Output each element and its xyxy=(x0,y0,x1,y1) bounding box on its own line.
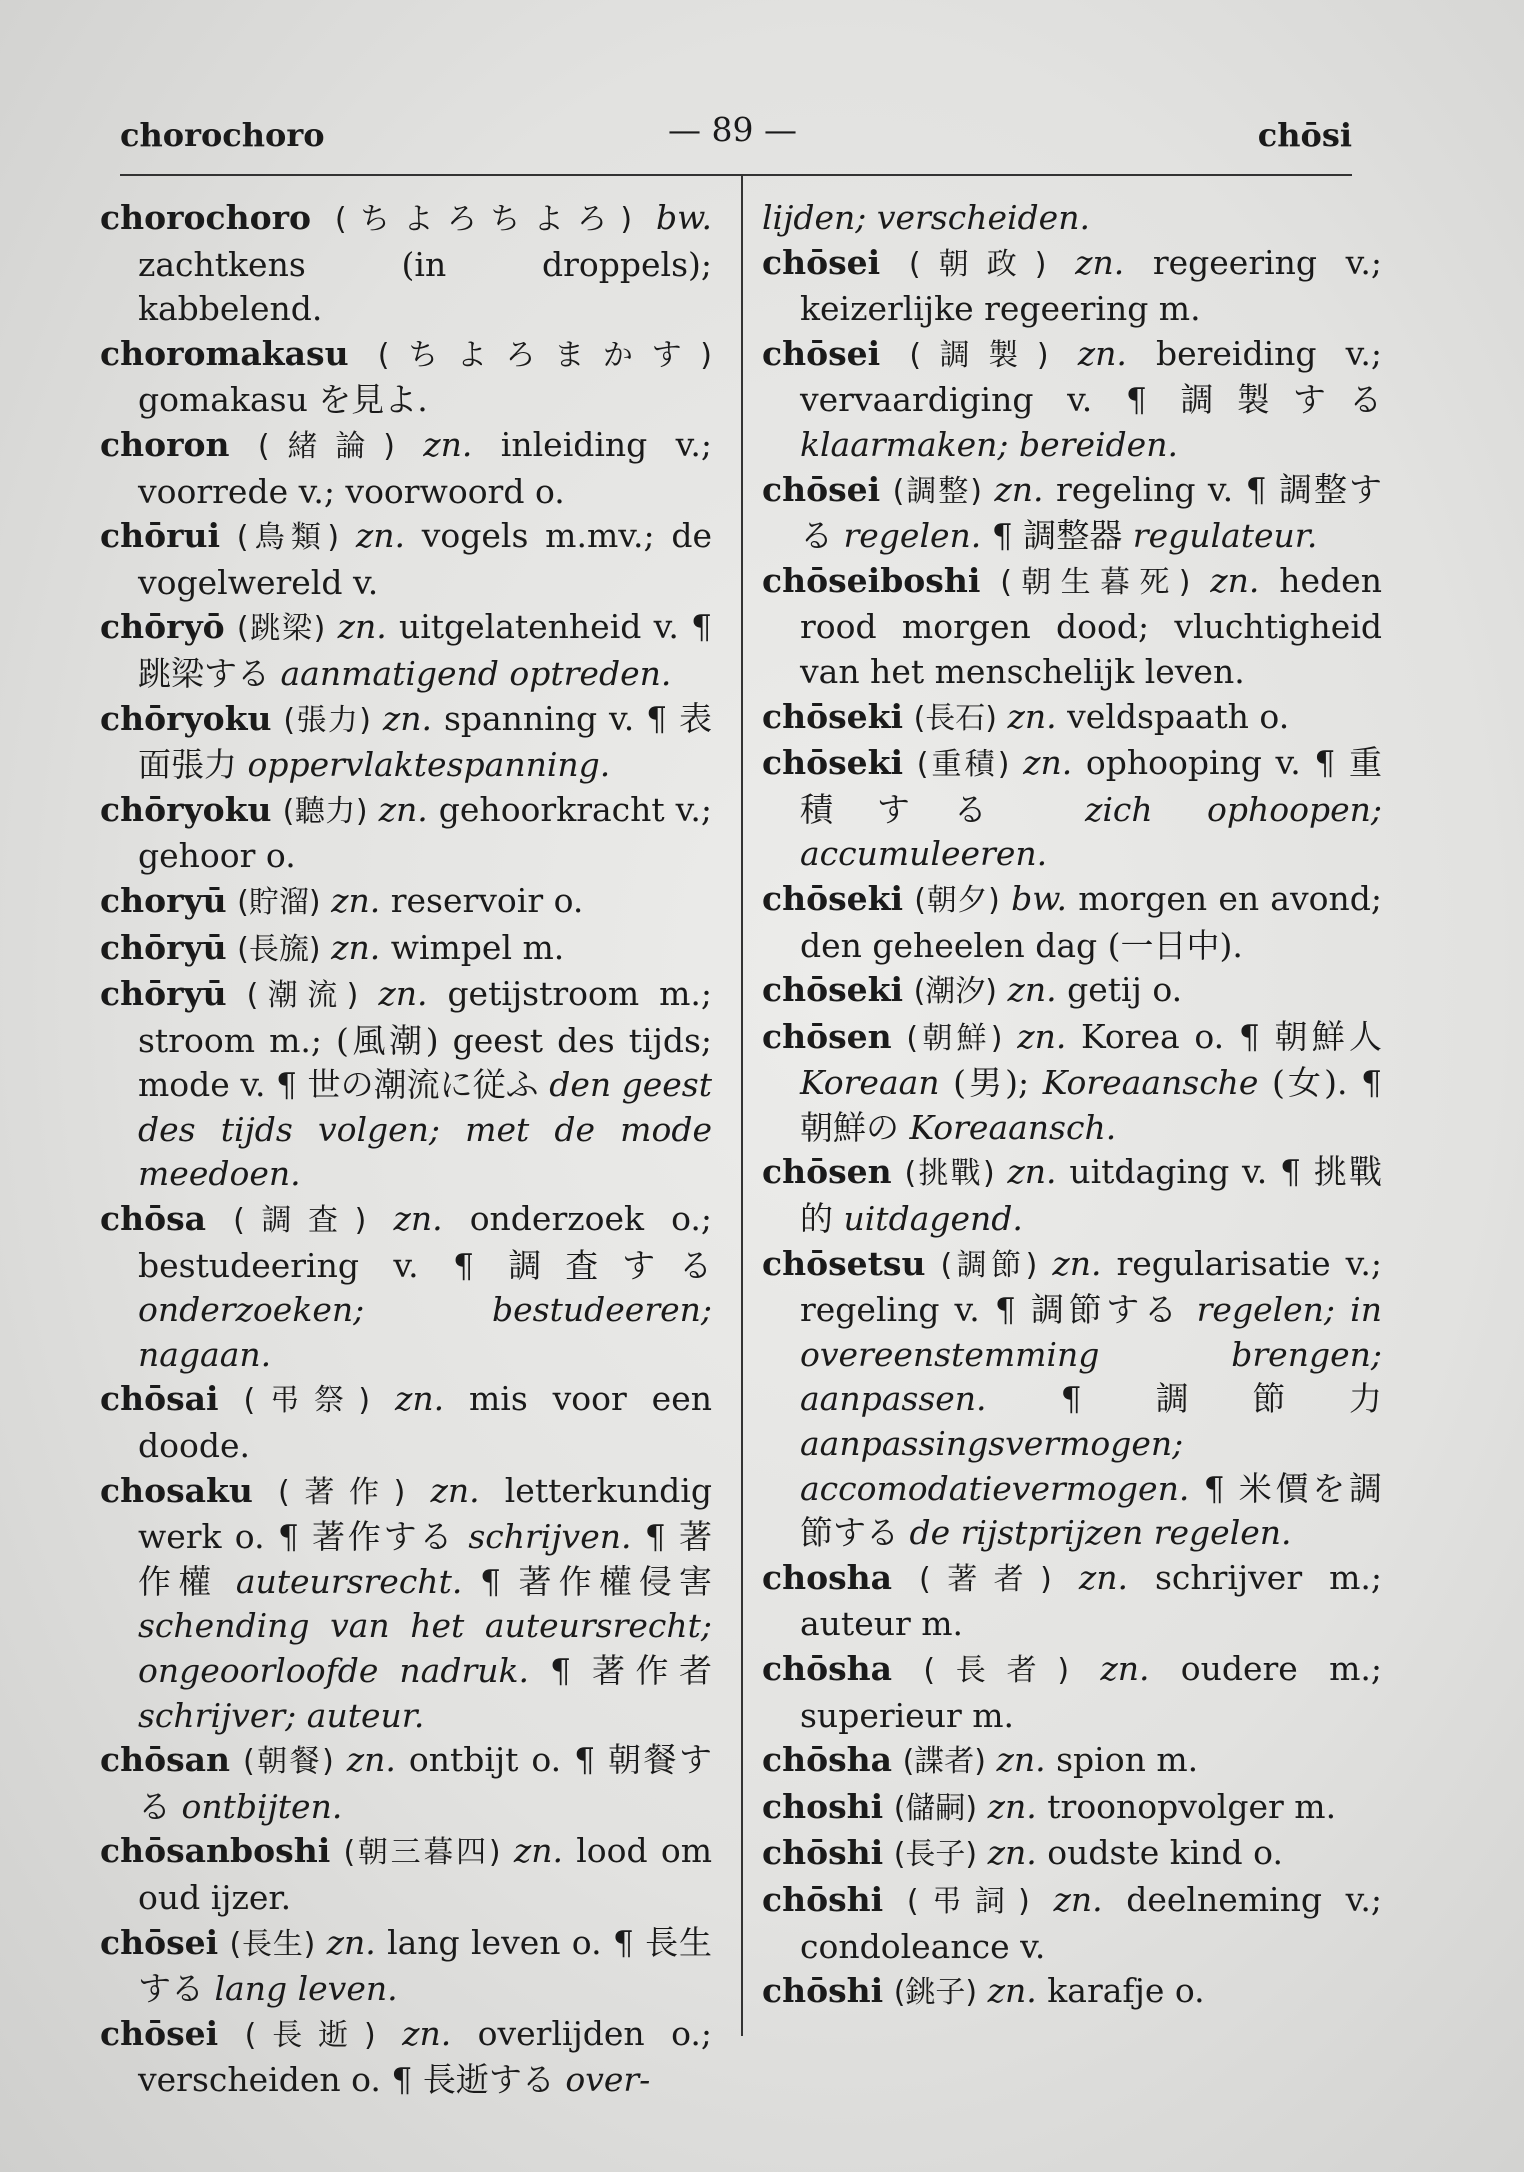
kanji-form: (銚子) xyxy=(893,1975,978,2011)
headword: chōsai xyxy=(100,1379,219,1419)
dictionary-entry xyxy=(762,741,1382,877)
dictionary-entry xyxy=(762,241,1382,332)
example-translation: schending van het auteursrecht; ongeoorloofde nadruk. xyxy=(138,1606,712,1690)
header-rule xyxy=(120,174,1352,176)
kanji-form: (朝餐) xyxy=(243,1744,334,1780)
example-translation: aanmatigend optreden. xyxy=(280,653,672,693)
headword: chōseiboshi xyxy=(762,560,981,600)
headword: chorochoro xyxy=(100,198,311,237)
dictionary-entry xyxy=(762,877,1382,968)
kanji-form: (ちよろちよろ) xyxy=(334,202,633,237)
dictionary-entry xyxy=(100,1829,712,1920)
kanji-form: (聽力) xyxy=(282,793,368,829)
dictionary-entry xyxy=(100,514,712,605)
dictionary-entry xyxy=(100,1469,712,1739)
definition: spion m. xyxy=(1056,1740,1199,1780)
headword: chōshi xyxy=(762,1833,884,1873)
kanji-form: (長子) xyxy=(893,1837,978,1873)
definition: ophooping v. ¶ 重積する xyxy=(800,743,1382,829)
part-of-speech: bw. xyxy=(1011,878,1068,918)
part-of-speech: zn. xyxy=(430,1470,480,1510)
page-header xyxy=(120,108,1352,158)
kanji-form: (著作) xyxy=(278,1474,406,1510)
kanji-form: (朝鮮) xyxy=(906,1020,1003,1056)
dictionary-entry xyxy=(100,1921,712,2012)
dictionary-entry xyxy=(762,1015,1382,1151)
headword: chosha xyxy=(762,1557,893,1597)
part-of-speech: zn. xyxy=(1052,1243,1102,1283)
definition: ¶ 調整器 xyxy=(991,516,1123,556)
kanji-form: (著者) xyxy=(919,1561,1052,1597)
part-of-speech: zn. xyxy=(1007,1152,1057,1192)
kanji-form: (朝生暮死) xyxy=(1000,564,1191,600)
dictionary-entry xyxy=(762,1150,1382,1241)
kanji-form: (弔詞) xyxy=(906,1883,1030,1919)
definition: lood om oud ijzer. xyxy=(138,1831,712,1917)
part-of-speech: zn. xyxy=(996,1740,1046,1780)
kanji-form: (鳥類) xyxy=(236,520,340,556)
kanji-form: (長石) xyxy=(913,700,997,736)
definition: ¶ 著作權侵害 xyxy=(479,1561,712,1601)
headword: chōshi xyxy=(762,1971,884,2011)
definition: troonopvolger m. xyxy=(1047,1786,1337,1826)
headword: choryū xyxy=(100,880,227,920)
definition: ¶ 米價を調節する xyxy=(800,1468,1382,1553)
dictionary-entry xyxy=(762,196,1382,241)
dictionary-entry xyxy=(762,695,1382,742)
part-of-speech: zn. xyxy=(393,1199,443,1239)
headword: chōryō xyxy=(100,607,225,647)
definition: heden rood morgen dood; vluchtigheid van het menschelijk leven. xyxy=(800,560,1382,691)
definition: ¶ 調節力 xyxy=(1060,1379,1382,1419)
definition: ¶ 著作權 xyxy=(138,1517,712,1601)
part-of-speech: zn. xyxy=(346,1740,396,1780)
part-of-speech: zn. xyxy=(1078,1557,1128,1597)
example-translation: de rijstprijzen regelen. xyxy=(909,1513,1292,1553)
right-column xyxy=(762,196,1382,2016)
part-of-speech: zn. xyxy=(378,789,428,829)
headword: chōsha xyxy=(762,1740,893,1780)
definition: gehoorkracht v.; gehoor o. xyxy=(138,789,712,876)
part-of-speech: zn. xyxy=(987,1786,1037,1826)
definition: oudste kind o. xyxy=(1047,1833,1283,1873)
definition: onderzoek o.; bestudeering v. ¶ 調査する xyxy=(138,1199,712,1285)
headword: chōsanboshi xyxy=(100,1831,331,1871)
definition: lang leven o. ¶ 長生する xyxy=(138,1922,712,2009)
part-of-speech: zn. xyxy=(1100,1649,1150,1688)
part-of-speech: zn. xyxy=(1077,333,1127,373)
definition: ontbijt o. ¶ 朝餐する xyxy=(138,1740,712,1826)
part-of-speech: zn. xyxy=(331,880,381,920)
example-translation: den geest des tijds volgen; met de mode meedoen. xyxy=(138,1065,712,1194)
dictionary-entry xyxy=(762,468,1382,559)
dictionary-entry xyxy=(762,968,1382,1015)
headword: chōsha xyxy=(762,1649,893,1688)
definition: deelneming v.; condoleance v. xyxy=(800,1879,1382,1966)
example-translation: schrijver; auteur. xyxy=(138,1695,425,1735)
example-translation: regelen. xyxy=(843,516,982,556)
example-translation: ontbijten. xyxy=(181,1786,343,1826)
dictionary-entry xyxy=(762,1969,1382,2016)
part-of-speech: zn. xyxy=(1053,1879,1103,1919)
headword: choromakasu xyxy=(100,333,349,373)
kanji-form: (調製) xyxy=(909,337,1049,373)
headword: chōseki xyxy=(762,970,904,1010)
headword: chōsei xyxy=(762,242,881,282)
definition: letterkundig werk o. ¶ 著作する xyxy=(138,1470,712,1557)
part-of-speech: zn. xyxy=(337,607,387,647)
headword: chōryū xyxy=(100,974,227,1014)
definition: zachtkens (in droppels); kabbelend. xyxy=(138,244,712,329)
example-translation: regulateur. xyxy=(1132,516,1318,556)
part-of-speech: zn. xyxy=(423,424,473,464)
dictionary-entry xyxy=(762,1242,1382,1556)
headword: chōsen xyxy=(762,1016,892,1056)
part-of-speech: zn. xyxy=(326,1922,376,1962)
part-of-speech: bw. xyxy=(656,198,712,237)
dictionary-entry xyxy=(100,972,712,1197)
example-translation: aanpassingsvermogen; accomodatievermogen. xyxy=(800,1424,1190,1508)
headword: choshi xyxy=(762,1786,884,1826)
dictionary-entry xyxy=(100,605,712,696)
definition: vogels m.mv.; de vogelwereld v. xyxy=(138,516,713,602)
part-of-speech: zn. xyxy=(1023,743,1073,783)
kanji-form: (調節) xyxy=(940,1247,1038,1283)
dictionary-entry xyxy=(762,332,1382,468)
headword: choron xyxy=(100,424,230,464)
kanji-form: (調査) xyxy=(233,1203,367,1239)
headword: chōseki xyxy=(762,878,904,918)
headword: chosaku xyxy=(100,1470,253,1510)
example-translation: Koreaansche xyxy=(1042,1063,1259,1103)
dictionary-entry xyxy=(100,926,712,973)
dictionary-entry xyxy=(100,332,712,423)
part-of-speech: zn. xyxy=(402,2013,452,2053)
definition: regeering v.; keizerlijke regeering m. xyxy=(800,242,1382,329)
dictionary-entry xyxy=(762,1785,1382,1832)
part-of-speech: zn. xyxy=(513,1831,563,1871)
headword: chōsetsu xyxy=(762,1243,926,1283)
headword: chōsei xyxy=(762,469,881,509)
definition: Korea o. ¶ 朝鮮人 xyxy=(1081,1016,1382,1056)
part-of-speech: zn. xyxy=(987,1971,1037,2011)
dictionary-entry xyxy=(762,1738,1382,1785)
part-of-speech: zn. xyxy=(987,1833,1037,1873)
definition: ¶ 著作者 xyxy=(550,1651,712,1690)
part-of-speech: zn. xyxy=(394,1379,445,1419)
kanji-form: (張力) xyxy=(283,702,372,738)
dictionary-entry xyxy=(100,423,712,514)
part-of-speech: zn. xyxy=(1007,970,1057,1010)
definition: gomakasu を見よ. xyxy=(138,380,428,420)
example-translation: uitdagend. xyxy=(843,1199,1023,1239)
headword: chōsa xyxy=(100,1199,207,1239)
dictionary-entry xyxy=(100,788,712,879)
definition: morgen en avond; den geheelen dag (一日中). xyxy=(800,878,1382,965)
example-translation: klaarmaken; bereiden. xyxy=(800,424,1178,464)
dictionary-entry xyxy=(100,1377,712,1468)
definition: getijstroom m.; stroom m.; (風潮) geest des tijds; mode v. ¶ 世の潮流に従ふ xyxy=(138,974,712,1105)
part-of-speech: zn. xyxy=(378,974,428,1014)
kanji-form: (朝夕) xyxy=(914,882,1000,918)
dictionary-entry xyxy=(100,697,712,788)
example-translation: Koreaan xyxy=(800,1063,940,1103)
kanji-form: (貯溜) xyxy=(237,884,321,920)
definition: uitgelatenheid v. ¶ 跳梁する xyxy=(138,607,712,693)
headword: chōryoku xyxy=(100,698,272,738)
part-of-speech: zn. xyxy=(1210,560,1260,600)
dictionary-entry xyxy=(100,879,712,926)
page-number: — 89 — xyxy=(668,110,797,149)
headword: chōseki xyxy=(762,696,904,736)
column-divider xyxy=(741,176,743,2036)
example-translation: onderzoeken; bestudeeren; nagaan. xyxy=(138,1290,712,1374)
kanji-form: (調整) xyxy=(892,473,982,509)
headword: chōryū xyxy=(100,927,227,967)
kanji-form: (緒論) xyxy=(257,428,395,464)
headword: chōrui xyxy=(100,516,221,556)
kanji-form: (弔祭) xyxy=(243,1383,371,1419)
kanji-form: (挑戰) xyxy=(904,1156,995,1192)
kanji-form: (長生) xyxy=(229,1926,316,1962)
dictionary-entry xyxy=(762,559,1382,695)
kanji-form: (長逝) xyxy=(244,2017,376,2053)
definition: getij o. xyxy=(1067,970,1183,1010)
definition: overlijden o.; verscheiden o. ¶ 長逝する xyxy=(138,2013,712,2100)
example-translation: lang leven. xyxy=(214,1969,398,2009)
dictionary-entry xyxy=(100,196,712,332)
example-translation: auteursrecht. xyxy=(235,1561,463,1601)
part-of-speech: zn. xyxy=(355,516,405,556)
dictionary-entry xyxy=(100,1197,712,1377)
example-translation: Koreaansch. xyxy=(909,1107,1117,1147)
definition: veldspaath o. xyxy=(1067,696,1290,736)
kanji-form: (長者) xyxy=(923,1653,1070,1688)
definition: wimpel m. xyxy=(390,927,565,967)
definition: spanning v. ¶ 表面張力 xyxy=(138,698,712,785)
definition: regeling v. ¶ 調整する xyxy=(800,469,1382,556)
definition: regularisatie v.; regeling v. ¶ 調節する xyxy=(800,1243,1382,1330)
part-of-speech: zn. xyxy=(1017,1016,1067,1056)
example-translation: zich ophoopen; accumuleeren. xyxy=(800,789,1383,874)
running-head-right: chōsi xyxy=(1257,116,1352,154)
dictionary-entry xyxy=(762,1556,1382,1647)
headword: chōseki xyxy=(762,743,904,783)
definition: oudere m.; superieur m. xyxy=(800,1649,1382,1735)
example-translation: oppervlaktespanning. xyxy=(247,745,611,785)
kanji-form: (儲嗣) xyxy=(893,1790,978,1826)
dictionary-entry xyxy=(100,1738,712,1829)
headword: chōryoku xyxy=(100,789,272,829)
running-head-left: chorochoro xyxy=(120,116,325,154)
definition: karafje o. xyxy=(1047,1971,1205,2011)
kanji-form: (ちよろまかす) xyxy=(377,337,712,373)
left-column xyxy=(100,196,712,2103)
headword: chōsan xyxy=(100,1740,231,1780)
definition: reservoir o. xyxy=(390,880,584,920)
kanji-form: (諜者) xyxy=(902,1744,986,1780)
headword: chōsei xyxy=(100,2013,219,2053)
kanji-form: (朝三暮四) xyxy=(343,1835,501,1871)
headword: chōsei xyxy=(762,333,881,373)
kanji-form: (潮汐) xyxy=(913,974,997,1010)
part-of-speech: zn. xyxy=(1075,242,1125,282)
dictionary-entry xyxy=(762,1878,1382,1969)
definition: schrijver m.; auteur m. xyxy=(800,1557,1382,1644)
kanji-form: (朝政) xyxy=(908,246,1047,282)
entry-continuation: lijden; verscheiden. xyxy=(762,198,1090,237)
example-translation: regelen; in overeenstemming brengen; aanpassen. xyxy=(800,1290,1382,1419)
dictionary-entry xyxy=(762,1831,1382,1878)
kanji-form: (重積) xyxy=(916,747,1010,783)
part-of-speech: zn. xyxy=(331,927,381,967)
definition: bereiding v.; vervaardiging v. ¶ 調製する xyxy=(800,333,1382,420)
part-of-speech: zn. xyxy=(382,698,433,738)
example-translation: schrijven. xyxy=(468,1517,632,1557)
example-translation: over- xyxy=(565,2060,651,2100)
part-of-speech: zn. xyxy=(1007,696,1057,736)
kanji-form: (長旒) xyxy=(237,931,321,967)
definition: (女). ¶ 朝鮮の xyxy=(800,1063,1382,1147)
headword: chōsei xyxy=(100,1922,219,1962)
definition: (男); xyxy=(953,1063,1030,1103)
definition: inleiding v.; voorrede v.; voorwoord o. xyxy=(138,424,712,511)
headword: chōshi xyxy=(762,1879,884,1919)
kanji-form: (跳梁) xyxy=(236,611,326,647)
part-of-speech: zn. xyxy=(994,469,1044,509)
dictionary-entry xyxy=(762,1647,1382,1738)
definition: uitdaging v. ¶ 挑戰的 xyxy=(800,1152,1382,1239)
kanji-form: (潮流) xyxy=(246,978,359,1014)
headword: chōsen xyxy=(762,1152,892,1192)
dictionary-entry xyxy=(100,2012,712,2103)
definition: mis voor een doode. xyxy=(138,1379,712,1466)
